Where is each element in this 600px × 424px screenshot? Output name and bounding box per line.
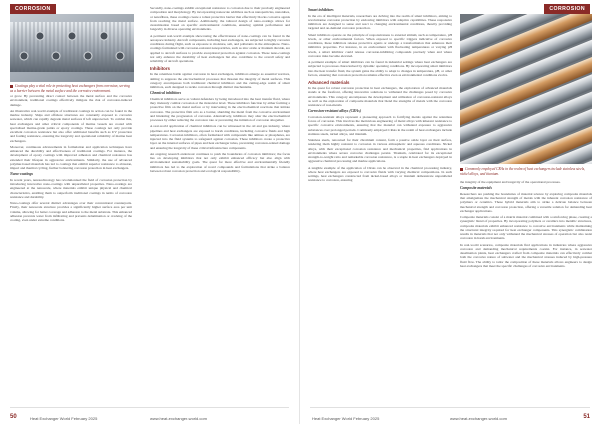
article-column-1: [10, 94, 132, 394]
body-paragraph: Smart inhibitors operate on the principle of responsiveness to external stimuli, such as temperature, pH levels, or other environmental factors. When exposed to specific triggers indicative of corrosive conditions, these inhibitors release protective agents or undergo a transformation that enhances their inhibitive properties. For instance, in an environment with fluctuating temperatures or varying pH levels, a smart inhibitor could release corrosion-inhibiting compounds precisely when and where corrosion risks become elevated.: [308, 32, 452, 58]
article-column-3: [308, 6, 452, 396]
caption-marker-icon: [10, 85, 13, 88]
body-paragraph: Chemical inhibitors serve as valiant defenders by being introduced into the heat transfer fluid, where they tirelessly combat corrosion at the molecular level. These inhibitors function by either forming a protective film on the metal surface or by intervening in the electrochemical reactions that initiate corrosion. The protective film acts as a barrier, shielding the metal from the corrosive environment and hindering the progression of corrosion. Alternatively, inhibitors may alter the electrochemical processes by either reducing the corrosion rate or preventing the initiation of corrosion altogether.: [150, 96, 290, 122]
subheading: Smart inhibitors: [308, 8, 334, 12]
body-paragraph: An ongoing research endeavour continues to push the boundaries of corrosion inhibitors; the focus lies on developing inhibitors that not only exhibit enhanced efficacy but also align with environmental sustainability goals. The quest for more effective and environmentally friendly inhibitors has led to the exploration of novel compounds and formulations that strike a balance between robust corrosion protection and ecological responsibility.: [150, 151, 290, 173]
body-paragraph: In recent years, nanotechnology has revolutionised the field of corrosion protection by introducing innovative nano-coatings with unparalleled properties. Nano-coatings are engineered at the nanoscale, where materials exhibit unique physical and chemical characteristics, enabling them to outperform traditional coatings in terms of corrosion resistance and durability.: [10, 177, 132, 199]
body-paragraph: Researchers are pushing the boundaries of material science by exploring composite materials that amalgamate the mechanical strength of metals with the inherent corrosion resistance of polymers or ceramics. These hybrid materials aim to strike a delicate balance between mechanical strength and corrosion protection, offering a versatile solution for demanding heat exchanger applications.: [460, 191, 592, 213]
subheading: Advanced materials: [308, 80, 350, 85]
body-paragraph: A real-world application of chemical inhibitors can be witnessed in the oil and gas industry, where pipelines and heat exchangers are exposed to harsh conditions, including corrosive fluids and high temperatures. Corrosion inhibitors, often formulated with compounds like amines or phosphates, are injected into the fluid systems to safeguard against corrosion. These inhibitors create a protective layer on the internal surfaces of pipes and heat exchanger tubes, preventing corrosion-related damage and ensuring the longevity of these critical infrastructure components.: [150, 124, 290, 150]
page-number: 51: [583, 414, 590, 420]
magazine-url[interactable]: www.heat-exchanger-world.com: [450, 416, 507, 421]
body-paragraph: Stainless steels, renowned for their chromium content, form a passive oxide layer on their surface, rendering them highly resistant to corrosion in various atmospheric and aqueous conditions. Nickel alloys, with their exceptional corrosion resistance and mechanical properties, find applications in environments where severe corrosive challenges persist. Titanium, celebrated for its exceptional strength-to-weight ratio and remarkable corrosion resistance, is a staple in heat exchangers deployed in aggressive chemical processing and marine applications.: [308, 138, 452, 164]
section-tag: CORROSION: [10, 4, 56, 14]
subheading: Chemical inhibitors: [150, 91, 182, 96]
body-paragraph: A pertinent example of smart inhibitors can be found in industrial settings where heat exchangers are subjected to processes characterised by dynamic operating conditions. By incorporating smart inhibitors into the heat transfer fluid, the system gains the ability to adapt to changes in temperature, pH, or other factors, ensuring that corrosion protection remains effective even as environmental conditions evolve.: [308, 60, 452, 77]
subheading: Corrosion-resistant alloys (CRAs): [308, 109, 361, 114]
body-paragraph: or grow. By preventing direct contact between the metal surface and the corrosive environment, traditional coatings effectively mitigate the risk of corrosion-induced damage.: [10, 94, 132, 107]
magazine-url[interactable]: www.heat-exchanger-world.com: [150, 416, 207, 421]
article-column-2: [150, 6, 290, 396]
body-paragraph: In the era of intelligent materials, researchers are delving into the realm of smart inhibitors, aiming to revolutionise corrosion protection by endowing inhibitors with adaptive capabilities. These responsive inhibitors are designed to sense and react to changing environmental conditions, thereby providing targeted and on-demand corrosion protection.: [308, 13, 452, 31]
coated-heat-exchanger-image: [10, 14, 134, 82]
body-paragraph: In the relentless battle against corrosion in heat exchangers, inhibitors emerge as essential warriors, aiming to suppress the electrochemical processes that threaten the integrity of metal surfaces. This category encompasses both traditional chemical inhibitors and the cutting-edge realm of smart inhibitors, each designed to tackle corrosion through distinct mechanisms.: [150, 72, 290, 89]
body-paragraph: Nano-coatings offer several distinct advantages over their conventional counterparts. Firstly, their nanoscale structure provides a significantly higher surface area per unit volume, allowing for better coverage and adhesion to the metal substrate. This enhanced adhesion prevents water from infiltrating and prevents delamination or cracking of the coating, even under extreme conditions.: [10, 201, 132, 222]
section-tag: CORROSION: [544, 4, 590, 14]
body-paragraph: Moreover, continuous advancements in formulation and application techniques have enhanced the durability and effectiveness of traditional coatings. For instance, the development of epoxy coatings with improved adhesion and chemical resistance has extended their lifespan in aggressive environments. Similarly, the use of advanced polymer-based materials has led to coatings that exhibit superior resistance to abrasion, impact and thermal cycling, further bolstering corrosion protection in heat exchangers.: [10, 144, 132, 170]
body-paragraph: In the quest for robust corrosion protection in heat exchangers, the exploration of advanced materials stands at the forefront, offering innovative solutions to withstand the challenges posed by corrosive environments. This category encompasses the development and utilisation of corrosion-resistant alloys as well as the exploration of composite materials that blend the strengths of metals with the corrosion resistance of non-metals.: [308, 86, 452, 107]
cra-pipes-photo: [460, 14, 592, 164]
right-page: [300, 0, 600, 424]
body-paragraph: Secondly, nano-coatings exhibit exceptional resistance to corrosion due to their precisely engineered composition and morphology. By incorporating nanoscale additives such as nanoparticles, nanotubes, or nanofibres, these coatings create a robust protective barrier that effectively blocks corrosive agents from reaching the metal surface. Additionally, the tailored design of nano-coatings allows for customisation based on specific environmental conditions, ensuring optimal performance and longevity in diverse operating environments.: [150, 6, 290, 32]
body-paragraph: A tangible example of the application of CRAs can be observed in the chemical processing industry, where heat exchangers are exposed to corrosive fluids with varying chemical compositions. In such settings, heat exchangers constructed from nickel-based alloys or titanium demonstrate unparalleled resistance to corrosion, ensuring: [308, 165, 452, 183]
alloy-pipes-image: [460, 14, 592, 164]
coated-heat-exchanger-photo: [10, 14, 134, 82]
caption-text: Coatings play a vital role in protecting heat exchangers from corrosion, serving as a barrier between the metal surface and the corrosive environment.: [10, 84, 130, 93]
photo-caption: [460, 167, 592, 176]
magazine-name: Heat Exchanger World February 2025: [30, 416, 98, 421]
body-paragraph: Composite materials consist of a matrix material combined with a reinforcing phase, creating a synergistic blend of properties. By incorporating polymers or ceramics into metallic structures, composite materials exhibit enhanced resistance to corrosive environments while maintaining the structural integrity required for heat exchanger components. This synergistic combination results in materials that not only withstand the mechanical stresses of operation but also resist corrosion in harsh environments.: [460, 215, 592, 241]
magazine-name: Heat Exchanger World February 2025: [312, 416, 380, 421]
caption-text: Commonly employed CRAs in the realm of heat exchangers include stainless steels, nickel alloys, and titanium.: [460, 167, 586, 176]
page-number: 50: [10, 414, 17, 420]
caption-marker-icon: [460, 168, 463, 171]
subheading: Inhibitors: [150, 66, 171, 72]
photo-caption: [10, 84, 132, 93]
footer-divider: [310, 407, 590, 408]
article-column-4: [460, 180, 592, 395]
body-paragraph: An illustrative real-world example of traditional coatings in action can be found in the marine industry. Ships and offshore structures are constantly exposed to corrosive seawater, which can rapidly degrade metal surfaces if left unprotected. To combat this, heat exchangers and other critical components of marine vessels are coated with specialised marine-grade paints or epoxy coatings. These coatings not only provide excellent corrosion resistance but also offer additional benefits such as UV protection and fouling resistance, ensuring the longevity and operational reliability of marine heat exchangers.: [10, 108, 132, 143]
body-paragraph: A pertinent real-world example showcasing the effectiveness of nano-coatings can be found in the aerospace industry. Aircraft components, including heat exchangers, are subjected to highly corrosive conditions during flight, such as exposure to moisture, salt, and pollutants in the atmosphere. Nano-coatings formulated with corrosion-resistant nanoparticles, such as zinc oxide or titanium dioxide, are applied to aircraft surfaces to provide exceptional protection against corrosion. These nano-coatings not only enhance the durability of heat exchangers but also contribute to the overall safety and reliability of aircraft operations.: [150, 33, 290, 63]
subheading: Nano-coatings: [10, 172, 33, 177]
footer-divider: [10, 407, 289, 408]
body-paragraph: the integrity of the equipment and longevity of the operational processes.: [460, 180, 561, 184]
body-paragraph: In real-world scenarios, composite materials find applications in industries where aggressive corrosion and demanding mechanical requirements coexist. For instance, in seawater desalination plants, heat exchangers crafted from composite materials can effectively combat both the corrosive nature of saltwater and the mechanical stresses induced by high-pressure fluid flow. The ability to tailor the composition of these materials allows engineers to design heat exchangers that meet the specific challenges of corrosive environments.: [460, 242, 592, 268]
body-paragraph: Corrosion-resistant alloys represent a pioneering approach to fortifying metals against the relentless forces of corrosion. This involves the meticulous engineering of metal alloys with inherent resistance to specific corrosive environments, ensuring that the material can withstand exposure to aggressive substances over prolonged periods. Commonly employed CRAs in the realm of heat exchangers include stainless steels, nickel alloys, and titanium.: [308, 114, 452, 136]
subheading: Composite materials: [460, 186, 492, 191]
